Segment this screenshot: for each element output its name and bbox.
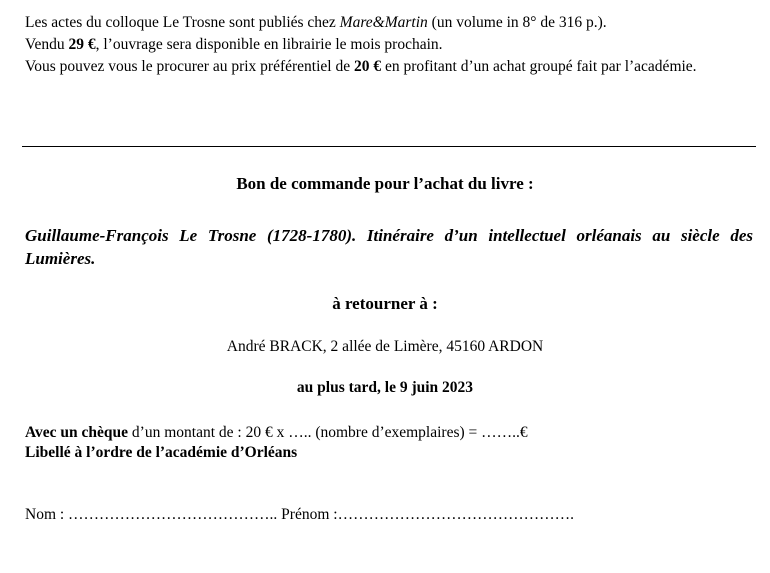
deadline: au plus tard, le 9 juin 2023: [296, 379, 474, 396]
intro-line-3-start: Vous pouvez vous le procurer au prix préférentiel de: [25, 58, 354, 75]
payment-line: [25, 423, 760, 443]
order-form-title: Bon de commande pour l’achat du livre :: [236, 174, 534, 193]
intro-text: [25, 12, 760, 78]
horizontal-divider: [22, 146, 756, 147]
payment-method: Avec un chèque: [25, 424, 129, 441]
return-label: à retourner à :: [332, 294, 438, 313]
publisher-name: Mare&Martin: [339, 14, 428, 31]
intro-line-3-end: en profitant d’un achat groupé fait par l’académie.: [381, 58, 697, 75]
return-address: André BRACK, 2 allée de Limère, 45160 ARDON: [226, 338, 544, 355]
payment-amount-formula: d’un montant de : 20 € x ….. (nombre d’exemplaires) = ……..€: [128, 424, 528, 441]
book-title: Guillaume-François Le Trosne (1728-1780). Itinéraire d’un intellectuel orléanais au siècle des Lumières.: [25, 226, 753, 268]
intro-line-2-end: , l’ouvrage sera disponible en librairie le mois prochain.: [95, 36, 443, 53]
name-field-line[interactable]: Nom : ………………………………….. Prénom :……………………………………….: [25, 506, 574, 523]
payment-section: [25, 423, 760, 463]
intro-line-1-end: (un volume in 8° de 316 p.).: [427, 14, 607, 31]
intro-line-1-start: Les actes du colloque Le Trosne sont publiés chez: [25, 14, 340, 31]
preferential-price: 20 €: [353, 58, 382, 75]
intro-line-2: [25, 34, 760, 56]
intro-line-3: [25, 56, 760, 78]
intro-line-1: [25, 12, 760, 34]
retail-price: 29 €: [68, 36, 96, 53]
payable-to: Libellé à l’ordre de l’académie d’Orléans: [25, 444, 298, 461]
intro-line-2-start: Vendu: [25, 36, 69, 53]
